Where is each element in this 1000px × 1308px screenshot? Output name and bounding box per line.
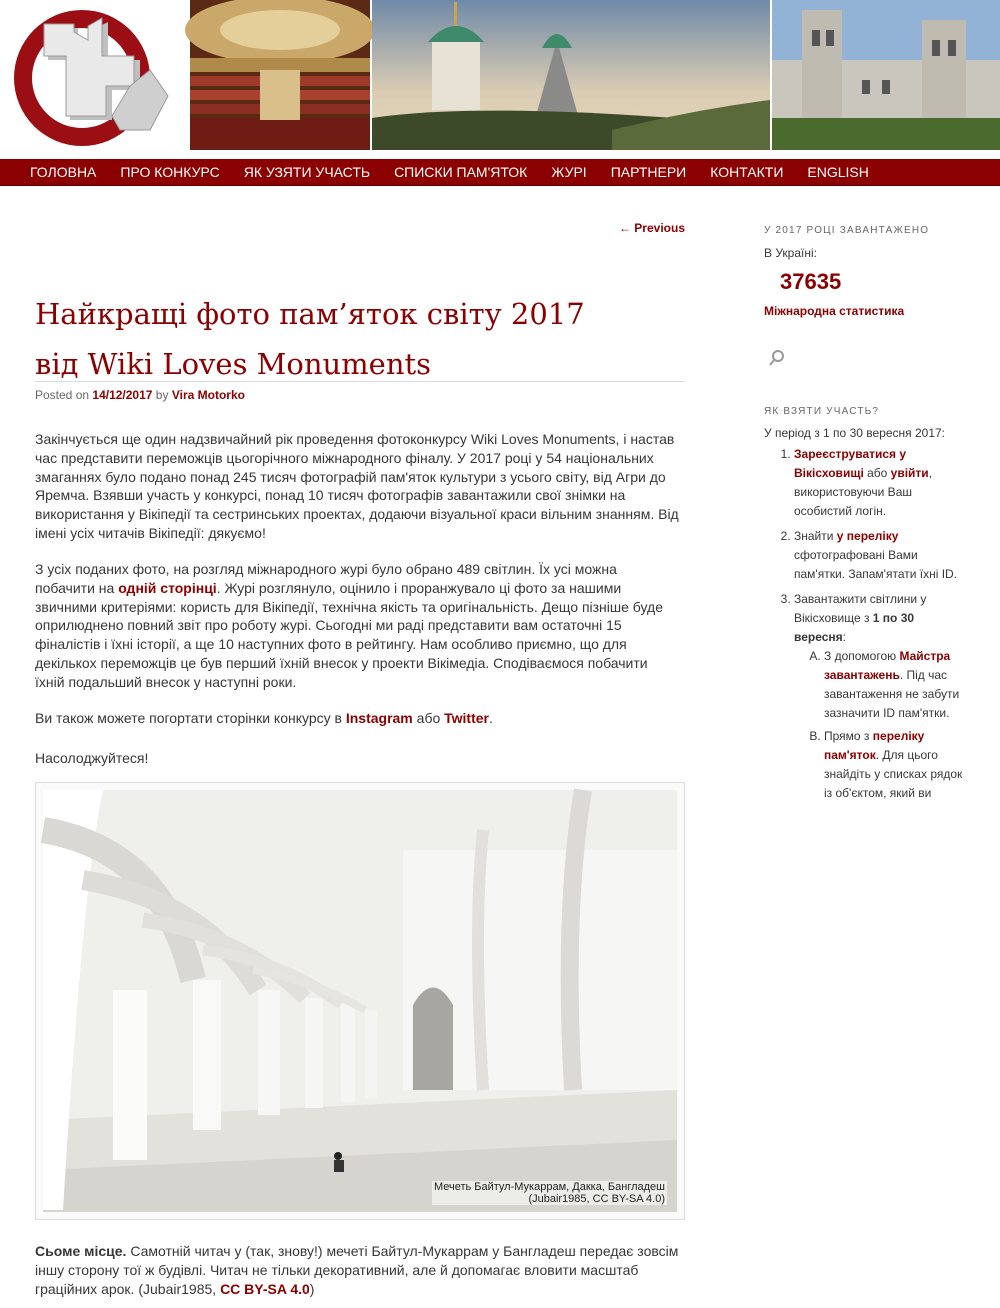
photo-figure (35, 782, 685, 1220)
post-meta (35, 388, 245, 402)
ukraine-label: В Україні: (764, 246, 817, 260)
photo-caption (432, 1181, 667, 1205)
caption-credit: (Jubair1985, CC BY-SA 4.0) (528, 1193, 665, 1205)
step-register-text-b: , використовуючи Ваш особистий логін. (794, 466, 933, 518)
nav-item-how-to-participate[interactable]: ЯК УЗЯТИ УЧАСТЬ (243, 164, 371, 180)
search-icon[interactable] (768, 349, 786, 367)
twitter-link[interactable]: Twitter (444, 710, 489, 726)
monument-list-link[interactable]: переліку пам'яток (824, 729, 925, 762)
step-upload (794, 590, 964, 803)
step-register-text-a: або (863, 466, 891, 480)
nav-item-jury[interactable]: ЖУРІ (551, 164, 587, 180)
international-stats-link[interactable]: Міжнародна статистика (764, 304, 905, 318)
paragraph-seventh-place (35, 1242, 680, 1298)
paragraph-social (35, 709, 680, 728)
paragraph-enjoy: Насолоджуйтеся! (35, 750, 149, 766)
previous-post-link[interactable]: ← Previous (618, 221, 685, 235)
step-find (794, 527, 964, 584)
nav-item-english[interactable]: ENGLISH (807, 164, 869, 180)
step-upload-from-list (824, 727, 964, 803)
nav-item-home[interactable]: ГОЛОВНА (30, 164, 97, 180)
step-upload-text-b: : (842, 630, 847, 644)
upload-wizard-link[interactable]: Майстра завантажень (824, 649, 951, 682)
instagram-link[interactable]: Instagram (345, 710, 413, 726)
post-title-line1: Найкращі фото пам’яток світу 2017 (35, 297, 585, 331)
paragraph-intro: Закінчується ще один надзвичайний рік проведення фотоконкурсу Wiki Loves Monuments, і настав час представити переможців цьогорічного міжнародного фіналу. У 2017 році у 54 національних змаганнях було подано понад 245 тисяч фотографій пам'яток культури з усього світу, від Агри до Яремча. Взявши участь у конкурсі, понад 10 тисяч фотографів завантажили свої знімки на використання у Вікіпедії та сестринських проектах, додаючи візуальної краси вільним знанням. Від імені усіх читачів Вікіпедії: дякуємо! (35, 431, 679, 541)
register-link[interactable]: Зареєструватися у Вікісховищі (794, 447, 907, 480)
step-register (794, 445, 964, 521)
list-link[interactable]: у переліку (836, 529, 899, 543)
main-nav (0, 159, 1000, 186)
seventh-place-text-b: ) (309, 1280, 315, 1297)
header-photo-theatre (190, 0, 370, 150)
uploads-widget-title: У 2017 РОЦІ ЗАВАНТАЖЕНО (764, 225, 930, 236)
post-title-line2: від Wiki Loves Monuments (35, 347, 432, 381)
nav-item-monument-lists[interactable]: СПИСКИ ПАМ'ЯТОК (394, 164, 528, 180)
step-upload-dates: 1 по 30 вересня (794, 611, 915, 644)
how-to-participate-title: ЯК ВЗЯТИ УЧАСТЬ? (764, 406, 880, 417)
participation-period: У період з 1 по 30 вересня 2017: (764, 426, 945, 440)
step-find-text-b: сфотографовані Вами пам'ятки. Запам'ятати їхні ID. (794, 548, 958, 581)
from-list-text-a: Прямо з (824, 729, 873, 743)
paragraph-social-text-c: . (489, 710, 493, 726)
by-label: by (155, 388, 169, 402)
mosque-photo[interactable] (43, 790, 677, 1212)
nav-item-partners[interactable]: ПАРТНЕРИ (610, 164, 687, 180)
post-title (35, 289, 675, 389)
seventh-place-label: Сьоме місце. (35, 1243, 127, 1259)
header-banner (0, 0, 1000, 150)
post-date-link[interactable]: 14/12/2017 (92, 388, 153, 402)
posted-on-label: Posted on (35, 388, 90, 402)
nav-item-contacts[interactable]: КОНТАКТИ (710, 164, 784, 180)
paragraph-jury-text-b: . Журі розглянуло, оцінило і проранжувало ці фото за нашими звичними критеріями: користь для Вікіпедії, технічна якість та оригінальність. Дещо пізніше буде оприлюднено повний звіт про роботу журі. Сьогодні ми раді представити вам остаточні 15 фіналістів і їхні історії, а ще 10 наступних фото в рейтингу. Нам особливо приємно, що для декількох переможців це був перший їхній внесок у проекти Вікімедіа. Сподіваємося побачити їхній подальший внесок у наступні роки. (35, 579, 664, 690)
paragraph-social-text-b: або (412, 710, 445, 726)
participation-steps (764, 445, 964, 800)
wizard-text-b: . Під час завантаження не забути зазначити ID пам'ятки. (824, 668, 960, 720)
uploads-count: 37635 (780, 269, 842, 294)
caption-title: Мечеть Байтул-Мукаррам, Дакка, Бангладеш (433, 1181, 665, 1193)
nav-item-about[interactable]: ПРО КОНКУРС (120, 164, 220, 180)
license-link[interactable]: CC BY-SA 4.0 (220, 1280, 310, 1297)
paragraph-jury (35, 560, 680, 692)
header-photo-castle (772, 0, 1000, 150)
title-divider (35, 381, 685, 382)
paragraph-jury-text-a: З усіх поданих фото, на розгляд міжнародного журі було обрано 489 світлин. Їх усі можна побачити на (35, 561, 617, 596)
post-author-link[interactable]: Vira Motorko (171, 388, 245, 402)
header-photo-church (372, 0, 770, 150)
step-upload-wizard (824, 647, 964, 723)
step-upload-text-a: Завантажити світлини у Вікісховище з (794, 592, 927, 625)
paragraph-social-text-a: Ви також можете погортати сторінки конкурсу в (35, 710, 346, 726)
from-list-text-b: . Для цього знайдіть у списках рядок із об'єктом, який ви (824, 748, 963, 800)
seventh-place-text-a: Самотній читач у (так, знову!) мечеті Байтул-Мукаррам у Бангладеш передає зовсім іншу сторону тої ж будівлі. Читач не тільки декоративний, але й допомагає вловити масштаб граційних арок. (Jubair1985, (35, 1243, 679, 1297)
wizard-text-a: З допомогою (824, 649, 900, 663)
one-page-link[interactable]: одній сторінці (118, 579, 217, 596)
site-logo[interactable] (0, 0, 188, 150)
step-find-text-a: Знайти (794, 529, 837, 543)
login-link[interactable]: увійти (890, 466, 929, 480)
